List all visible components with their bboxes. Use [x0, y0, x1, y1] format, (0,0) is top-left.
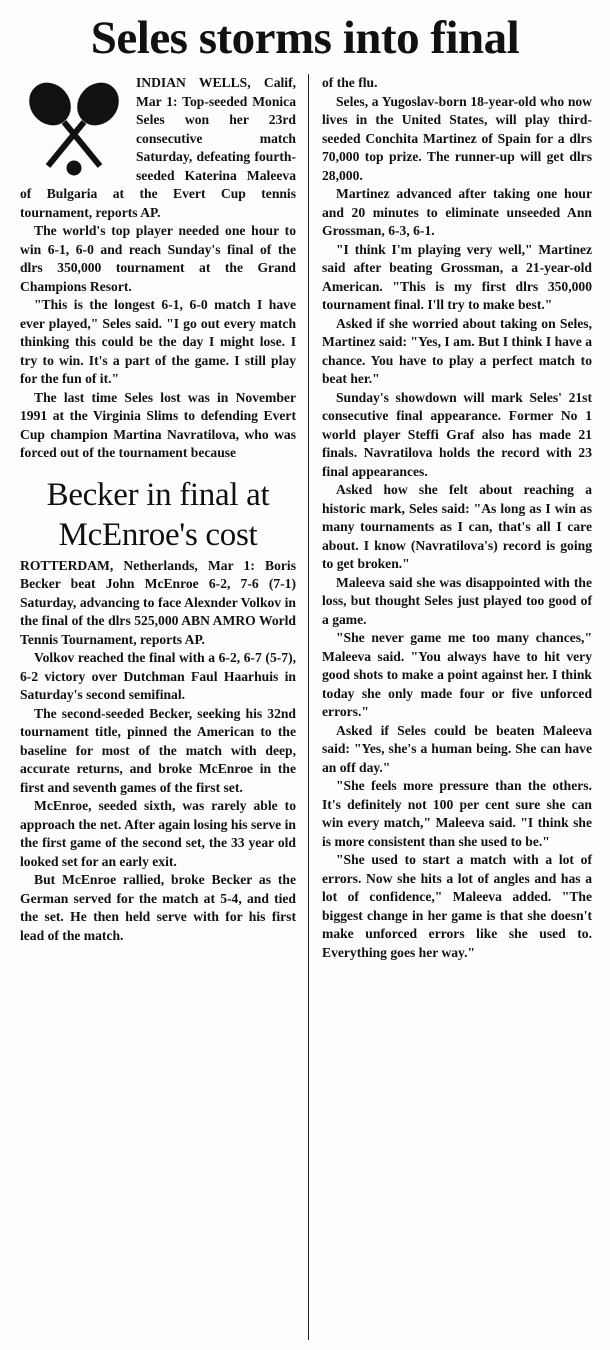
- seles-paragraph-13: Asked if Seles could be beaten Maleeva said: "Yes, she's a human being. She can have an off day.": [322, 722, 592, 775]
- becker-paragraph-1: ROTTERDAM, Netherlands, Mar 1: Boris Becker beat John McEnroe 6-2, 7-6 (7-1) Saturday, advancing to face Alexnder Volkov in the final of the dlrs 525,000 ABN AMRO World Tennis Tournament, reports AP.: [20, 557, 296, 647]
- becker-paragraph-3: The second-seeded Becker, seeking his 32nd tournament title, pinned the American to the baseline for most of the match with deep, accurate returns, and broke McEnroe in the first and seventh games of the first set.: [20, 705, 296, 795]
- seles-paragraph-2: The world's top player needed one hour to win 6-1, 6-0 and reach Sunday's final of the dlrs 350,000 tournament at the Grand Champions Resort.: [20, 223, 296, 294]
- seles-paragraph-15: "She used to start a match with a lot of errors. Now she hits a lot of angles and has a lot of confidence," Maleeva added. "The biggest change in her game is that she doesn't make unforced errors like she used to. Everything goes her way.": [322, 852, 592, 960]
- seles-paragraph-1: INDIAN WELLS, Calif, Mar 1: Top-seeded Monica Seles won her 23rd consecutive match Saturday, defeating fourth-seeded Katerina Maleeva of Bulgaria at the Evert Cup tennis tournament, reports AP.: [20, 75, 296, 220]
- seles-paragraph-10: Asked how she felt about reaching a historic mark, Seles said: "As long as I win as many tournaments as I can, that's all I care about. I know (Navratilova's) record is going to get broken.": [322, 482, 592, 571]
- seles-paragraph-9: Sunday's showdown will mark Seles' 21st consecutive final appearance. Former No 1 world player Steffi Graf also has made 21 finals. Navratilova holds the record with 23 final appearances.: [322, 389, 592, 479]
- left-column: [20, 74, 296, 945]
- tennis-rackets-icon: [20, 78, 128, 176]
- seles-paragraph-3: "This is the longest 6-1, 6-0 match I have ever played," Seles said. "I go out every match thinking this could be the day I might lose. I try to win. It's a part of the game. I still play for the fun of it.": [20, 297, 296, 386]
- right-column: [322, 74, 592, 962]
- seles-paragraph-4-continued: of the flu.: [322, 75, 378, 90]
- becker-paragraph-5: But McEnroe rallied, broke Becker as the German served for the match at 5-4, and tied the set. He then held serve with for his first lead of the match.: [20, 872, 296, 943]
- becker-paragraph-2: Volkov reached the final with a 6-2, 6-7 (5-7), 6-2 victory over Dutchman Faul Haarhuis in Saturday's second semifinal.: [20, 650, 296, 702]
- seles-paragraph-6: Martinez advanced after taking one hour and 20 minutes to eliminate unseeded Ann Grossman, 6-3, 6-1.: [322, 186, 592, 238]
- becker-paragraph-4: McEnroe, seeded sixth, was rarely able to approach the net. After again losing his serve in the first game of the second set, the 33 year old looked set for an early exit.: [20, 798, 296, 869]
- headline-seles: Seles storms into final: [90, 12, 520, 64]
- seles-paragraph-14: "She feels more pressure than the others. It's definitely not 100 per cent sure she can win every match," Maleeva said. "I think she is more consistent than she used to be.": [322, 778, 592, 849]
- column-rule: [308, 74, 309, 1340]
- seles-paragraph-4: The last time Seles lost was in November 1991 at the Virginia Slims to defending Evert Cup champion Martina Navratilova, who was forced out of the tournament because: [20, 389, 296, 460]
- headline-becker: Becker in final at McEnroe's cost: [46, 476, 270, 553]
- seles-paragraph-5: Seles, a Yugoslav-born 18-year-old who now lives in the United States, will play third-seeded Conchita Martinez of Spain for a dlrs 70,000 top prize. The runner-up will get dlrs 28,000.: [322, 93, 592, 183]
- seles-paragraph-8: Asked if she worried about taking on Seles, Martinez said: "Yes, I am. But I think I have a chance. You have to play a perfect match to beat her.": [322, 315, 592, 386]
- seles-paragraph-11: Maleeva said she was disappointed with the loss, but thought Seles just played too good of a game.: [322, 574, 592, 627]
- seles-paragraph-12: "She never game me too many chances," Maleeva said. "You always have to hit very good shots to make a point against her. I think today she only made four or five unforced errors.": [322, 630, 592, 719]
- seles-paragraph-7: "I think I'm playing very well," Martinez said after beating Grossman, a 21-year-old American. "This is my first dlrs 350,000 tournament final. I'll try to make best.": [322, 241, 592, 312]
